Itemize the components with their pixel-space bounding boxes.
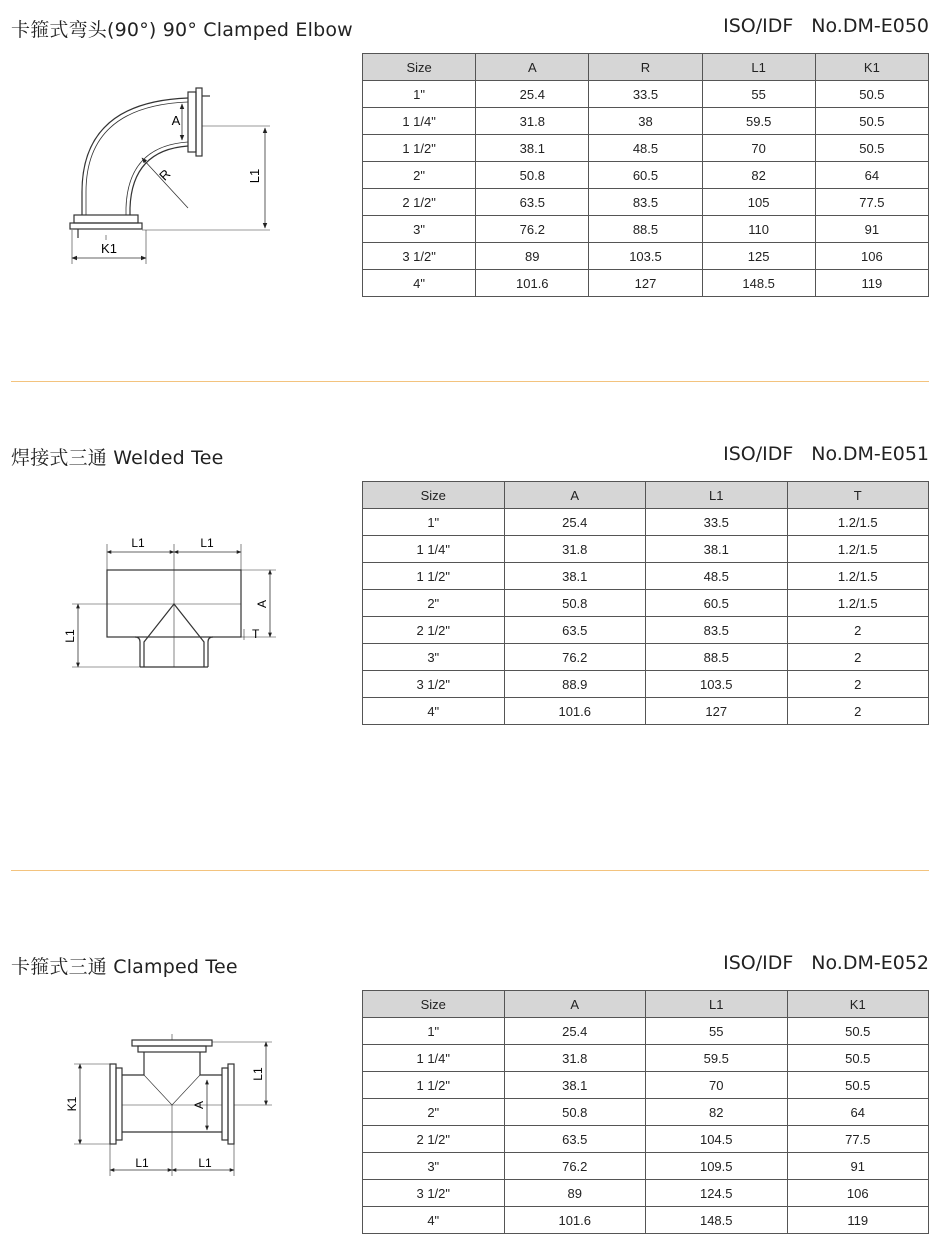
dim-label-l1: L1	[247, 168, 262, 184]
section-divider	[11, 381, 929, 382]
table-cell: 105	[702, 189, 815, 216]
table-cell: 109.5	[646, 1153, 788, 1180]
dim-label-k1: K1	[65, 1096, 79, 1112]
table-cell: 82	[646, 1099, 788, 1126]
table-cell: 106	[815, 243, 928, 270]
table-cell: 2 1/2"	[363, 1126, 505, 1153]
table-cell: 1"	[363, 81, 476, 108]
product-code-welded-tee	[723, 443, 929, 465]
column-header: A	[476, 54, 589, 81]
table-cell: 50.8	[504, 590, 646, 617]
standard-label: ISO/IDF	[723, 15, 794, 37]
table-cell: 3 1/2"	[363, 1180, 505, 1207]
table-cell: 1 1/2"	[363, 563, 505, 590]
table-cell: 125	[702, 243, 815, 270]
table-cell: 3"	[363, 644, 505, 671]
table-cell: 103.5	[646, 671, 788, 698]
dim-label-a: A	[192, 1100, 206, 1110]
table-cell: 38.1	[476, 135, 589, 162]
section-title-welded-tee: 焊接式三通 Welded Tee	[11, 447, 224, 469]
table-cell: 2	[787, 698, 929, 725]
table-cell: 101.6	[504, 1207, 646, 1234]
column-header: A	[504, 991, 646, 1018]
table-cell: 3 1/2"	[363, 243, 476, 270]
column-header: A	[504, 482, 646, 509]
table-cell: 1"	[363, 1018, 505, 1045]
table-row	[363, 509, 929, 536]
table-cell: 2"	[363, 590, 505, 617]
table-cell: 1 1/4"	[363, 108, 476, 135]
section-title-clamped-tee: 卡箍式三通 Clamped Tee	[11, 956, 238, 978]
table-cell: 1 1/2"	[363, 1072, 505, 1099]
table-cell: 1"	[363, 509, 505, 536]
table-cell: 2	[787, 671, 929, 698]
table-cell: 63.5	[504, 617, 646, 644]
table-cell: 1 1/2"	[363, 135, 476, 162]
table-cell: 77.5	[787, 1126, 929, 1153]
dim-label-l1-left: L1	[135, 1156, 149, 1170]
table-cell: 60.5	[589, 162, 702, 189]
table-row	[363, 243, 929, 270]
table-cell: 119	[815, 270, 928, 297]
table-row	[363, 1072, 929, 1099]
spec-table-clamped-tee	[362, 990, 929, 1234]
table-cell: 76.2	[504, 644, 646, 671]
table-cell: 82	[702, 162, 815, 189]
table-cell: 89	[504, 1180, 646, 1207]
table-cell: 91	[787, 1153, 929, 1180]
table-row	[363, 617, 929, 644]
table-cell: 50.5	[815, 108, 928, 135]
table-row	[363, 216, 929, 243]
column-header: Size	[363, 482, 505, 509]
standard-label: ISO/IDF	[723, 952, 794, 974]
table-cell: 50.5	[815, 81, 928, 108]
column-header: T	[787, 482, 929, 509]
table-cell: 48.5	[646, 563, 788, 590]
table-cell: 1.2/1.5	[787, 509, 929, 536]
table-cell: 77.5	[815, 189, 928, 216]
table-header-row	[363, 482, 929, 509]
table-cell: 1.2/1.5	[787, 590, 929, 617]
table-cell: 59.5	[646, 1045, 788, 1072]
column-header: L1	[646, 482, 788, 509]
table-cell: 1.2/1.5	[787, 536, 929, 563]
table-row	[363, 1207, 929, 1234]
column-header: L1	[646, 991, 788, 1018]
table-cell: 64	[787, 1099, 929, 1126]
table-row	[363, 189, 929, 216]
table-cell: 88.9	[504, 671, 646, 698]
table-cell: 38.1	[504, 563, 646, 590]
table-cell: 4"	[363, 698, 505, 725]
clamped-tee-drawing	[60, 1030, 290, 1180]
table-cell: 76.2	[504, 1153, 646, 1180]
table-cell: 2"	[363, 1099, 505, 1126]
dim-label-a: A	[255, 599, 269, 609]
table-header-row	[363, 991, 929, 1018]
table-cell: 38	[589, 108, 702, 135]
table-cell: 1 1/4"	[363, 536, 505, 563]
product-number: No.DM-E052	[811, 952, 929, 974]
table-cell: 101.6	[476, 270, 589, 297]
table-row	[363, 1018, 929, 1045]
dim-label-l1-left: L1	[131, 536, 145, 550]
table-row	[363, 1153, 929, 1180]
table-cell: 4"	[363, 270, 476, 297]
table-cell: 50.8	[504, 1099, 646, 1126]
table-row	[363, 563, 929, 590]
table-cell: 38.1	[504, 1072, 646, 1099]
column-header: R	[589, 54, 702, 81]
table-row	[363, 1099, 929, 1126]
table-cell: 104.5	[646, 1126, 788, 1153]
table-row	[363, 135, 929, 162]
table-row	[363, 270, 929, 297]
table-cell: 88.5	[646, 644, 788, 671]
column-header: K1	[787, 991, 929, 1018]
dim-label-r: R	[156, 166, 174, 184]
product-number: No.DM-E051	[811, 443, 929, 465]
table-row	[363, 81, 929, 108]
table-row	[363, 1180, 929, 1207]
table-cell: 70	[702, 135, 815, 162]
table-cell: 83.5	[646, 617, 788, 644]
table-cell: 55	[646, 1018, 788, 1045]
table-cell: 38.1	[646, 536, 788, 563]
column-header: K1	[815, 54, 928, 81]
table-cell: 89	[476, 243, 589, 270]
table-cell: 76.2	[476, 216, 589, 243]
table-cell: 124.5	[646, 1180, 788, 1207]
table-cell: 91	[815, 216, 928, 243]
table-row	[363, 1126, 929, 1153]
table-cell: 127	[589, 270, 702, 297]
table-row	[363, 590, 929, 617]
table-cell: 31.8	[476, 108, 589, 135]
table-cell: 3"	[363, 216, 476, 243]
welded-tee-drawing	[60, 530, 290, 675]
table-row	[363, 644, 929, 671]
table-cell: 25.4	[504, 1018, 646, 1045]
table-cell: 2	[787, 644, 929, 671]
table-cell: 4"	[363, 1207, 505, 1234]
table-cell: 119	[787, 1207, 929, 1234]
table-cell: 127	[646, 698, 788, 725]
table-cell: 33.5	[589, 81, 702, 108]
elbow-drawing	[60, 80, 280, 270]
table-cell: 60.5	[646, 590, 788, 617]
table-cell: 2 1/2"	[363, 189, 476, 216]
section-divider	[11, 870, 929, 871]
column-header: Size	[363, 54, 476, 81]
spec-table-elbow	[362, 53, 929, 297]
table-cell: 33.5	[646, 509, 788, 536]
table-cell: 83.5	[589, 189, 702, 216]
spec-table-welded-tee	[362, 481, 929, 725]
table-row	[363, 536, 929, 563]
product-code-elbow	[723, 15, 929, 37]
dim-label-a: A	[171, 113, 181, 128]
table-cell: 59.5	[702, 108, 815, 135]
table-cell: 103.5	[589, 243, 702, 270]
table-cell: 1 1/4"	[363, 1045, 505, 1072]
table-cell: 3 1/2"	[363, 671, 505, 698]
table-cell: 55	[702, 81, 815, 108]
table-cell: 110	[702, 216, 815, 243]
table-row	[363, 108, 929, 135]
table-cell: 31.8	[504, 536, 646, 563]
dim-label-l1-vertical: L1	[251, 1067, 265, 1081]
dim-label-l1-right: L1	[198, 1156, 212, 1170]
table-cell: 88.5	[589, 216, 702, 243]
table-cell: 2"	[363, 162, 476, 189]
table-cell: 31.8	[504, 1045, 646, 1072]
column-header: L1	[702, 54, 815, 81]
table-header-row	[363, 54, 929, 81]
dim-label-l1-vertical: L1	[63, 629, 77, 643]
table-cell: 101.6	[504, 698, 646, 725]
table-cell: 50.5	[787, 1072, 929, 1099]
table-row	[363, 698, 929, 725]
table-cell: 148.5	[646, 1207, 788, 1234]
table-cell: 50.5	[815, 135, 928, 162]
table-cell: 106	[787, 1180, 929, 1207]
table-cell: 50.5	[787, 1018, 929, 1045]
table-cell: 64	[815, 162, 928, 189]
dim-label-t: T	[252, 627, 260, 641]
table-cell: 25.4	[504, 509, 646, 536]
table-cell: 63.5	[476, 189, 589, 216]
table-cell: 48.5	[589, 135, 702, 162]
product-code-clamped-tee	[723, 952, 929, 974]
table-row	[363, 671, 929, 698]
table-row	[363, 162, 929, 189]
table-row	[363, 1045, 929, 1072]
section-title-elbow: 卡箍式弯头(90°) 90° Clamped Elbow	[11, 19, 353, 41]
table-cell: 3"	[363, 1153, 505, 1180]
table-cell: 50.5	[787, 1045, 929, 1072]
table-cell: 70	[646, 1072, 788, 1099]
table-cell: 2 1/2"	[363, 617, 505, 644]
table-cell: 25.4	[476, 81, 589, 108]
table-cell: 63.5	[504, 1126, 646, 1153]
table-cell: 148.5	[702, 270, 815, 297]
dim-label-k1: K1	[101, 241, 117, 256]
dim-label-l1-right: L1	[200, 536, 214, 550]
standard-label: ISO/IDF	[723, 443, 794, 465]
table-cell: 50.8	[476, 162, 589, 189]
table-cell: 2	[787, 617, 929, 644]
column-header: Size	[363, 991, 505, 1018]
table-cell: 1.2/1.5	[787, 563, 929, 590]
product-number: No.DM-E050	[811, 15, 929, 37]
